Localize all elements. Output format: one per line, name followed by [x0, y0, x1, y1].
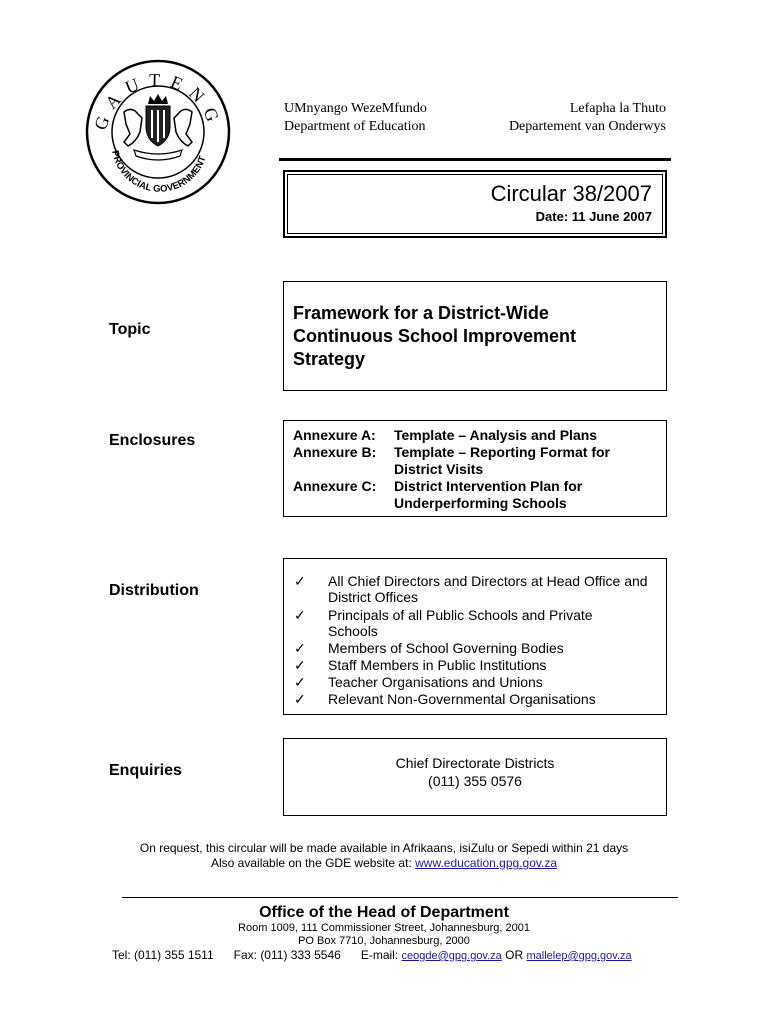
fax: Fax: (011) 333 5546	[233, 948, 341, 962]
enclosure-item	[293, 478, 624, 512]
distribution-label: Distribution	[109, 582, 199, 599]
language-availability-note: On request, this circular will be made available in Afrikaans, isiZulu or Sepedi within 21 days	[139, 841, 629, 855]
website-availability-note	[0, 856, 768, 870]
department-name-zulu: UMnyango WezeMfundo	[284, 101, 427, 116]
svg-text:GAUTENG: GAUTENG	[90, 69, 226, 133]
gde-website-link[interactable]: www.education.gpg.gov.za	[415, 856, 557, 870]
circular-date: Date: 11 June 2007	[535, 209, 652, 224]
email-link-mallelep[interactable]: mallelep@gpg.gov.za	[526, 950, 632, 962]
checkmark-icon: ✓	[294, 640, 306, 656]
department-names-left	[284, 100, 427, 136]
department-names-right	[470, 100, 666, 136]
enclosure-value: Template – Analysis and Plans	[394, 427, 598, 443]
topic-line: Strategy	[293, 349, 366, 369]
enclosure-item	[293, 427, 654, 444]
topic-line: Framework for a District-Wide	[293, 303, 549, 323]
distribution-text: Staff Members in Public Institutions	[328, 657, 547, 673]
checkmark-icon: ✓	[294, 674, 306, 690]
enclosure-key: Annexure B:	[293, 444, 377, 460]
enclosure-value: Template – Reporting Format for District Visits	[394, 444, 610, 477]
distribution-text: Teacher Organisations and Unions	[328, 674, 543, 690]
distribution-text: Relevant Non-Governmental Organisations	[328, 691, 596, 707]
topic-box	[283, 281, 667, 391]
distribution-text: Principals of all Public Schools and Private Schools	[328, 607, 593, 639]
enquiries-box	[283, 738, 667, 816]
department-name-sotho: Lefapha la Thuto	[569, 101, 666, 116]
checkmark-icon: ✓	[294, 607, 306, 623]
gauteng-seal-logo	[84, 58, 232, 206]
circular-inner-border	[287, 174, 663, 234]
distribution-text: All Chief Directors and Directors at Head Office and District Offices	[328, 573, 648, 605]
enquiries-contact-name: Chief Directorate Districts	[395, 755, 555, 771]
website-note-text: Also available on the GDE website at:	[211, 856, 416, 870]
enclosures-label: Enclosures	[109, 432, 196, 449]
checkmark-icon: ✓	[294, 657, 306, 673]
office-title: Office of the Head of Department	[259, 904, 509, 921]
checkmark-icon: ✓	[294, 691, 306, 707]
checkmark-icon: ✓	[294, 573, 306, 589]
enclosure-value: District Intervention Plan for Underperforming Schools	[394, 478, 583, 511]
department-name-english: Department of Education	[284, 119, 426, 134]
enclosure-key: Annexure A:	[293, 427, 376, 443]
enclosures-box	[283, 420, 667, 517]
header-divider	[279, 158, 671, 161]
distribution-box	[283, 558, 667, 715]
topic-label: Topic	[109, 321, 151, 338]
telephone: Tel: (011) 355 1511	[112, 948, 214, 962]
postal-address: PO Box 7710, Johannesburg, 2000	[298, 935, 470, 947]
circular-box	[283, 170, 667, 238]
enquiries-phone: (011) 355 0576	[428, 773, 522, 789]
circular-title: Circular 38/2007	[490, 181, 652, 206]
distribution-text: Members of School Governing Bodies	[328, 640, 564, 656]
email-link-ceogde[interactable]: ceogde@gpg.gov.za	[401, 950, 502, 962]
enclosure-item	[293, 444, 644, 478]
footer-divider	[122, 897, 678, 898]
svg-text:PROVINCIAL GOVERNMENT: PROVINCIAL GOVERNMENT	[109, 149, 209, 195]
topic-line: Continuous School Improvement	[293, 326, 577, 346]
topic-text	[293, 302, 653, 371]
department-name-afrikaans: Departement van Onderwys	[508, 119, 666, 134]
enquiries-label: Enquiries	[109, 762, 182, 779]
email-or: OR	[505, 948, 524, 962]
street-address: Room 1009, 111 Commissioner Street, Johannesburg, 2001	[238, 922, 530, 934]
contact-line	[112, 948, 732, 962]
email-label: E-mail:	[360, 948, 399, 962]
enclosure-key: Annexure C:	[293, 478, 377, 494]
